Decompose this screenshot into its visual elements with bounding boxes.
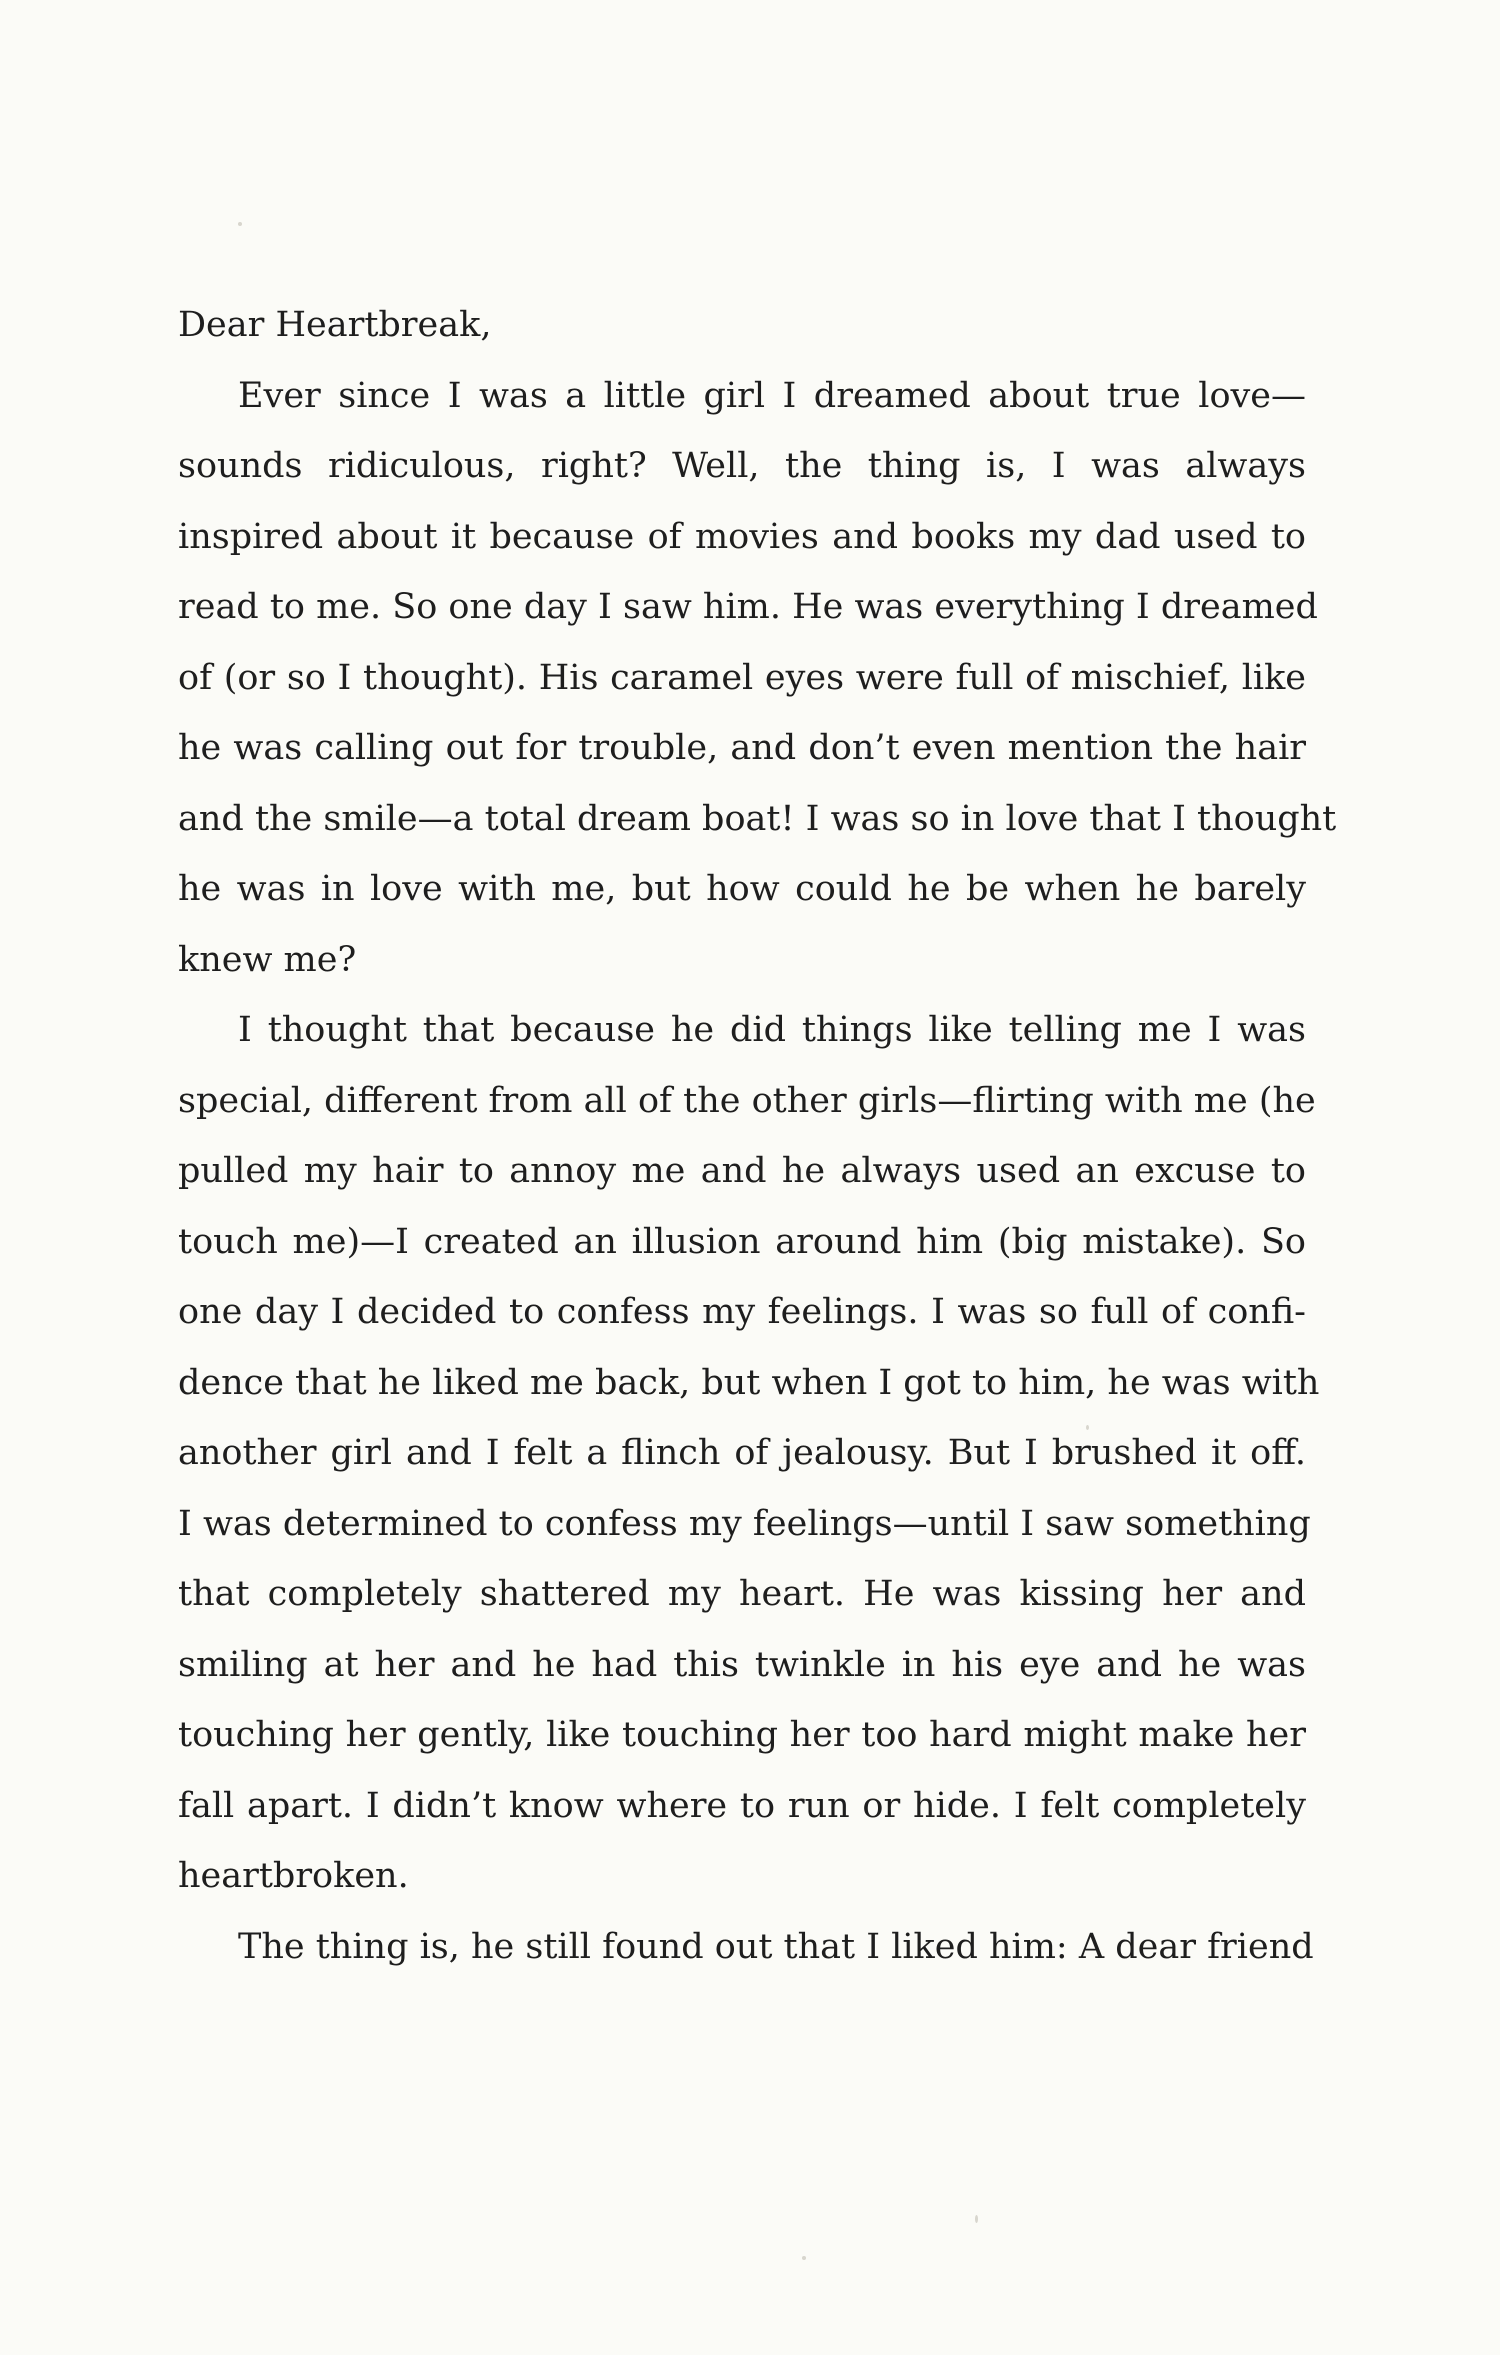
- paragraph-line: inspired about it because of movies and books my dad used to: [178, 516, 1306, 557]
- paragraph-line: he was calling out for trouble, and don’t even mention the hair: [178, 728, 1306, 768]
- letter-body: [178, 290, 1337, 1982]
- paragraph-line: dence that he liked me back, but when I got to him, he was with: [178, 1362, 1320, 1403]
- paragraph-2: [178, 995, 1320, 1912]
- paragraph-line: special, different from all of the other girls—flirting with me (he: [178, 1080, 1316, 1121]
- paragraph-line: fall apart. I didn’t know where to run or hide. I felt completely: [178, 1785, 1306, 1826]
- paragraph-line: touching her gently, like touching her too hard might make her: [178, 1715, 1306, 1755]
- paper-speck: [975, 2215, 978, 2223]
- paragraph-line: pulled my hair to annoy me and he always used an excuse to: [178, 1151, 1306, 1191]
- paragraph-line: sounds ridiculous, right? Well, the thing is, I was always: [178, 446, 1306, 486]
- paragraph-line: I was determined to confess my feelings—until I saw something: [178, 1503, 1311, 1544]
- paragraph-line: of (or so I thought). His caramel eyes were full of mischief, like: [178, 657, 1306, 698]
- paragraph-line: he was in love with me, but how could he be when he barely: [178, 869, 1306, 909]
- paragraph-line: I thought that because he did things like telling me I was: [238, 1010, 1306, 1050]
- paper-speck: [238, 222, 242, 226]
- paper-speck: [802, 2256, 806, 2260]
- paragraph-3: [178, 1912, 1314, 1983]
- paragraph-line: heartbroken.: [178, 1856, 409, 1896]
- letter-salutation: Dear Heartbreak,: [178, 305, 492, 345]
- paragraph-line: that completely shattered my heart. He was kissing her and: [178, 1574, 1306, 1614]
- paragraph-line: knew me?: [178, 939, 357, 980]
- paragraph-line: smiling at her and he had this twinkle in his eye and he was: [178, 1644, 1306, 1685]
- paragraph-line: and the smile—a total dream boat! I was so in love that I thought: [178, 798, 1337, 839]
- paragraph-line: Ever since I was a little girl I dreamed about true love—: [238, 375, 1306, 416]
- paragraph-line: another girl and I felt a flinch of jealousy. But I brushed it off.: [178, 1433, 1306, 1473]
- paragraph-line: read to me. So one day I saw him. He was everything I dreamed: [178, 587, 1318, 627]
- paragraph-line: one day I decided to confess my feelings. I was so full of confi-: [178, 1292, 1306, 1332]
- paragraph-1: [178, 361, 1337, 996]
- paragraph-line: touch me)—I created an illusion around him (big mistake). So: [178, 1221, 1306, 1262]
- paragraph-line: The thing is, he still found out that I liked him: A dear friend: [238, 1926, 1314, 1967]
